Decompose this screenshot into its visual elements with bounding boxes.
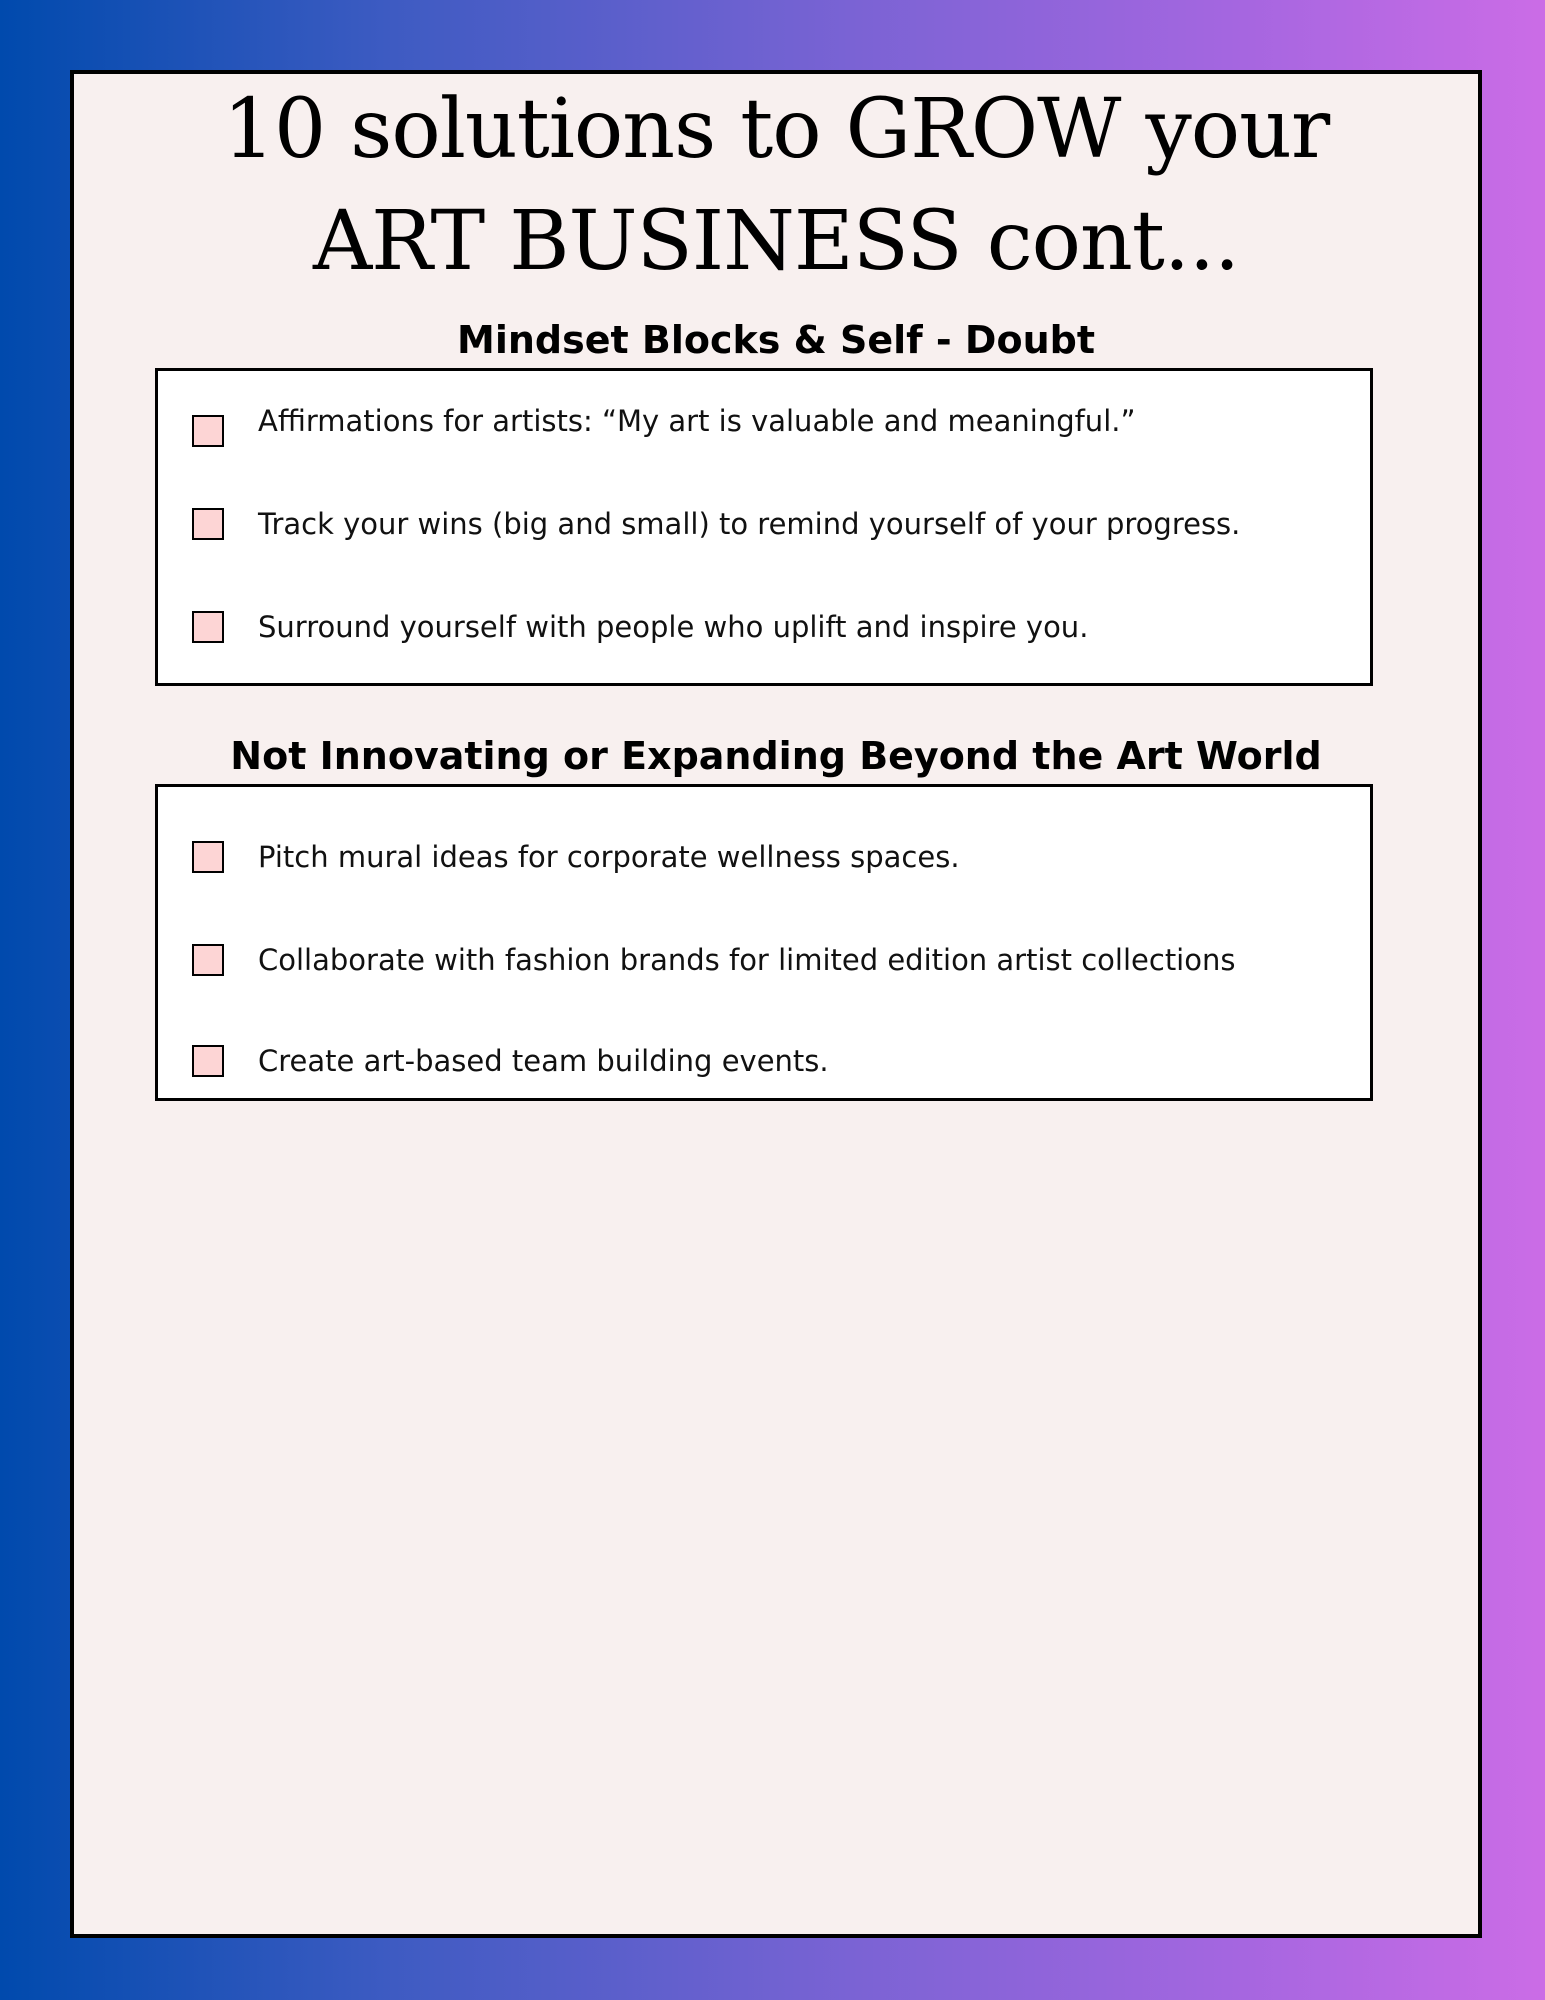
checkbox[interactable]	[192, 1045, 224, 1077]
section-heading-innovating: Not Innovating or Expanding Beyond the Art World	[230, 734, 1322, 778]
checklist-item-text: Track your wins (big and small) to remind yourself of your progress.	[258, 507, 1241, 541]
checklist-item-text: Collaborate with fashion brands for limited edition artist collections	[258, 943, 1236, 977]
checklist-item-text: Create art-based team building events.	[258, 1044, 829, 1078]
checklist-item[interactable]	[158, 1041, 1370, 1081]
checklist-item[interactable]	[158, 940, 1370, 980]
checklist-item-text: Pitch mural ideas for corporate wellness spaces.	[258, 840, 960, 874]
checklist-item[interactable]	[158, 504, 1370, 544]
checklist-mindset	[155, 368, 1373, 686]
checkbox[interactable]	[192, 611, 224, 643]
checklist-item[interactable]	[158, 837, 1370, 877]
checklist-item-text: Surround yourself with people who uplift and inspire you.	[258, 610, 1089, 644]
page-title-line-1: 10 solutions to GROW your	[222, 82, 1330, 177]
section-heading-mindset: Mindset Blocks & Self - Doubt	[457, 318, 1095, 362]
checklist-item[interactable]	[158, 607, 1370, 647]
checklist-innovating	[155, 784, 1373, 1101]
checklist-item[interactable]	[158, 401, 1370, 441]
checkbox[interactable]	[192, 944, 224, 976]
checkbox[interactable]	[192, 508, 224, 540]
worksheet-page	[70, 70, 1482, 1938]
checkbox[interactable]	[192, 415, 224, 447]
checkbox[interactable]	[192, 841, 224, 873]
page-title-line-2: ART BUSINESS cont...	[312, 194, 1240, 289]
checklist-item-text: Affirmations for artists: “My art is valuable and meaningful.”	[258, 404, 1136, 438]
page-title	[74, 74, 1478, 298]
